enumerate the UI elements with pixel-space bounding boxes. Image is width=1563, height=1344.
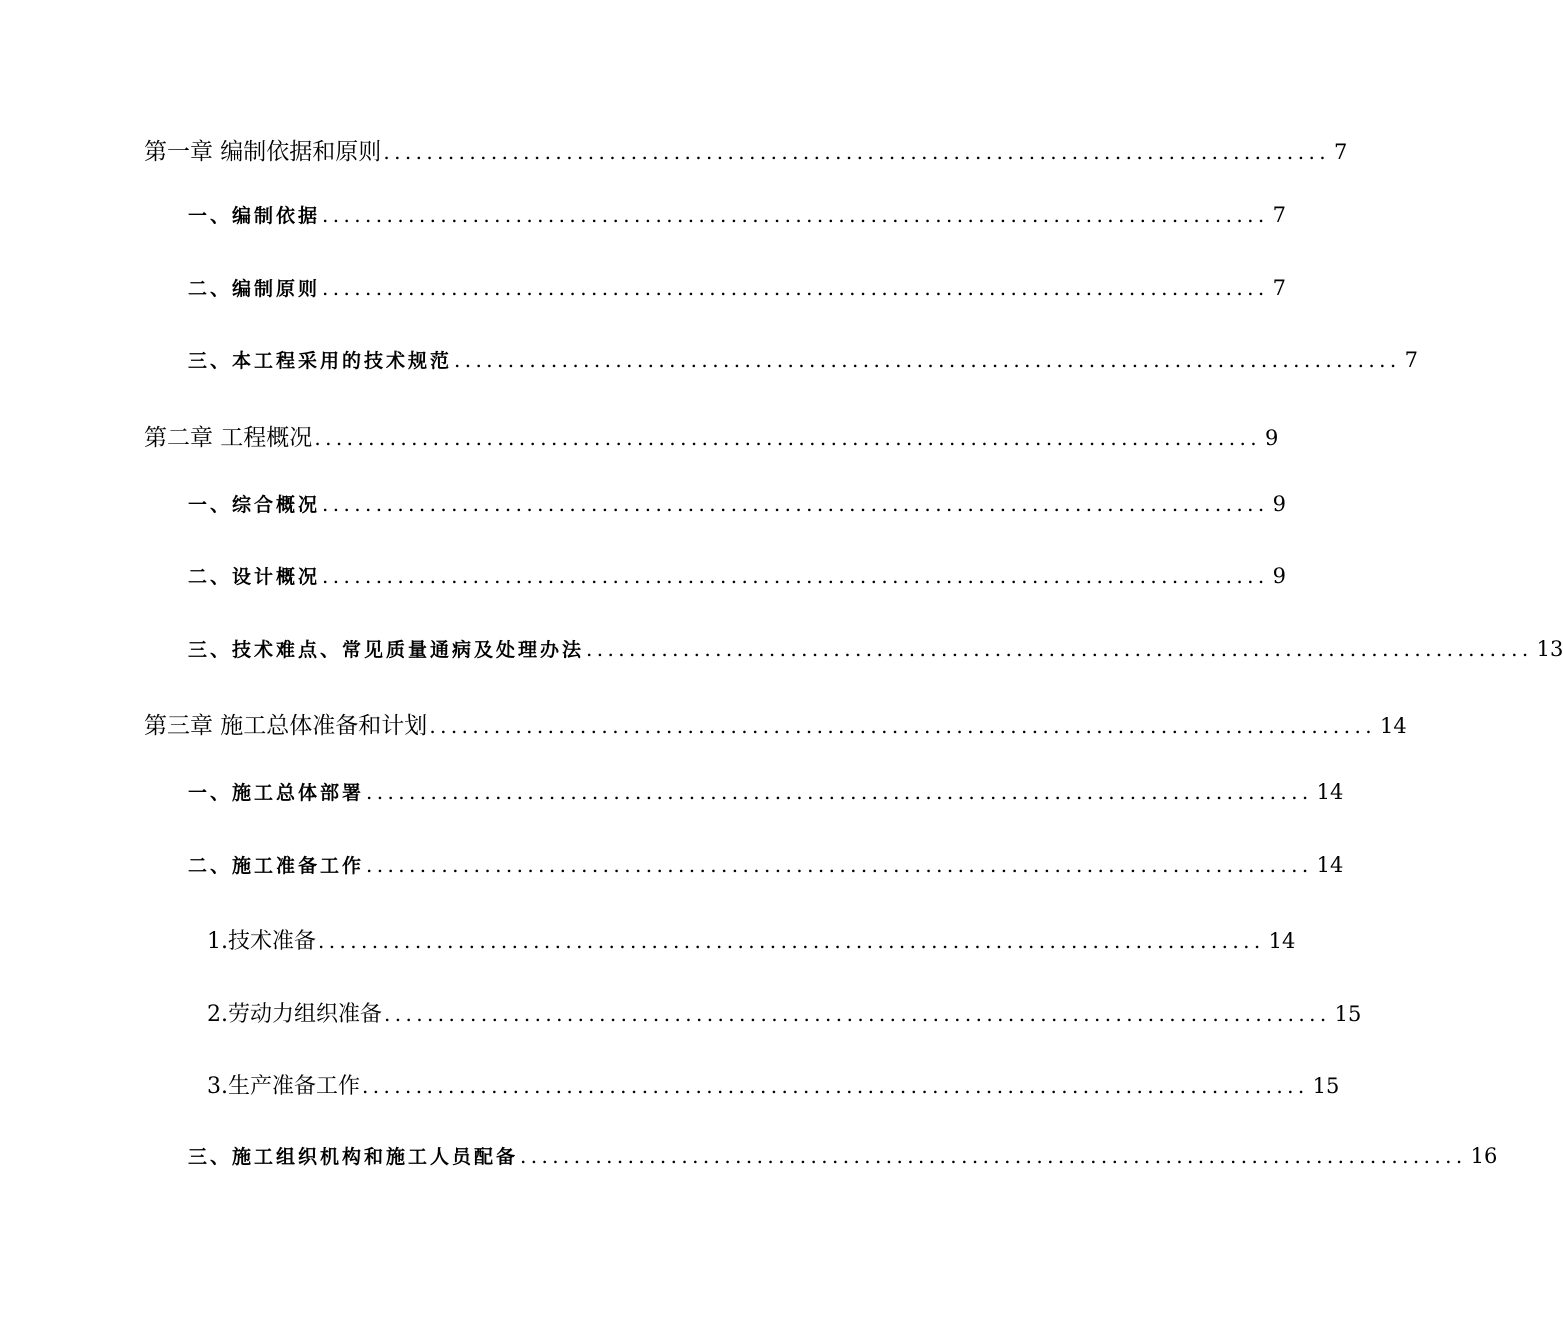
dot-leader: ........................................................................................: [362, 1074, 1309, 1098]
toc-entry-page-number: 13: [1536, 637, 1563, 661]
toc-entry-label: 2.劳动力组织准备: [207, 1002, 382, 1027]
toc-entry-chapter-3[interactable]: [0, 707, 1407, 747]
toc-entry-chapter-1[interactable]: [0, 133, 1348, 173]
toc-entry-page-number: 7: [1272, 276, 1287, 300]
toc-entry-label: 第三章 施工总体准备和计划: [144, 713, 428, 739]
dot-leader: ........................................................................................: [322, 564, 1269, 588]
toc-entry-section-3-2[interactable]: [0, 851, 1344, 891]
toc-entry-label: 三、技术难点、常见质量通病及处理办法: [188, 639, 585, 661]
toc-entry-subsection-3-2-3[interactable]: [0, 1069, 1340, 1109]
toc-entry-label: 1.技术准备: [207, 929, 316, 954]
toc-entry-label: 二、编制原则: [188, 278, 321, 300]
toc-entry-label: 三、本工程采用的技术规范: [188, 350, 453, 372]
toc-entry-section-3-3[interactable]: [0, 1142, 1498, 1182]
toc-entry-page-number: 14: [1268, 929, 1296, 953]
toc-entry-subsection-3-2-1[interactable]: [0, 924, 1296, 964]
toc-entry-page-number: 16: [1470, 1144, 1498, 1168]
toc-entry-label: 一、综合概况: [188, 494, 321, 516]
toc-entry-page-number: 14: [1379, 714, 1407, 738]
dot-leader: ........................................................................................: [314, 426, 1261, 450]
toc-entry-page-number: 15: [1312, 1074, 1340, 1098]
toc-entry-subsection-3-2-2[interactable]: [0, 997, 1362, 1037]
dot-leader: ........................................................................................: [429, 714, 1376, 738]
toc-entry-page-number: 14: [1316, 853, 1344, 877]
toc-entry-section-2-3[interactable]: [0, 635, 1563, 675]
dot-leader: ........................................................................................: [322, 492, 1269, 516]
dot-leader: ........................................................................................: [383, 140, 1330, 164]
toc-entry-page-number: 9: [1272, 564, 1287, 588]
toc-entry-label: 第二章 工程概况: [144, 425, 313, 451]
toc-entry-page-number: 14: [1316, 780, 1344, 804]
toc-entry-section-1-2[interactable]: [0, 274, 1287, 314]
toc-entry-label: 二、施工准备工作: [188, 855, 365, 877]
dot-leader: ........................................................................................: [366, 853, 1313, 877]
dot-leader: ........................................................................................: [322, 276, 1269, 300]
toc-entry-label: 第一章 编制依据和原则: [144, 139, 382, 165]
toc-entry-section-1-1[interactable]: [0, 201, 1287, 241]
toc-entry-section-2-2[interactable]: [0, 562, 1287, 602]
toc-entry-page-number: 9: [1272, 492, 1287, 516]
dot-leader: ........................................................................................: [366, 780, 1313, 804]
dot-leader: ........................................................................................: [318, 929, 1265, 953]
toc-entry-label: 三、施工组织机构和施工人员配备: [188, 1146, 519, 1168]
toc-entry-section-3-1[interactable]: [0, 778, 1344, 818]
toc-entry-page-number: 9: [1264, 426, 1279, 450]
dot-leader: ........................................................................................: [586, 637, 1533, 661]
toc-entry-page-number: 15: [1334, 1002, 1362, 1026]
dot-leader: ........................................................................................: [520, 1144, 1467, 1168]
toc-entry-page-number: 7: [1404, 348, 1419, 372]
toc-entry-section-1-3[interactable]: [0, 346, 1419, 386]
dot-leader: ........................................................................................: [454, 348, 1401, 372]
toc-entry-page-number: 7: [1333, 140, 1348, 164]
dot-leader: ........................................................................................: [322, 203, 1269, 227]
dot-leader: ........................................................................................: [384, 1002, 1331, 1026]
toc-entry-chapter-2[interactable]: [0, 419, 1279, 459]
toc-entry-label: 一、编制依据: [188, 205, 321, 227]
toc-entry-section-2-1[interactable]: [0, 490, 1287, 530]
toc-entry-page-number: 7: [1272, 203, 1287, 227]
toc-entry-label: 二、设计概况: [188, 566, 321, 588]
toc-entry-label: 3.生产准备工作: [207, 1074, 360, 1099]
toc-entry-label: 一、施工总体部署: [188, 782, 365, 804]
